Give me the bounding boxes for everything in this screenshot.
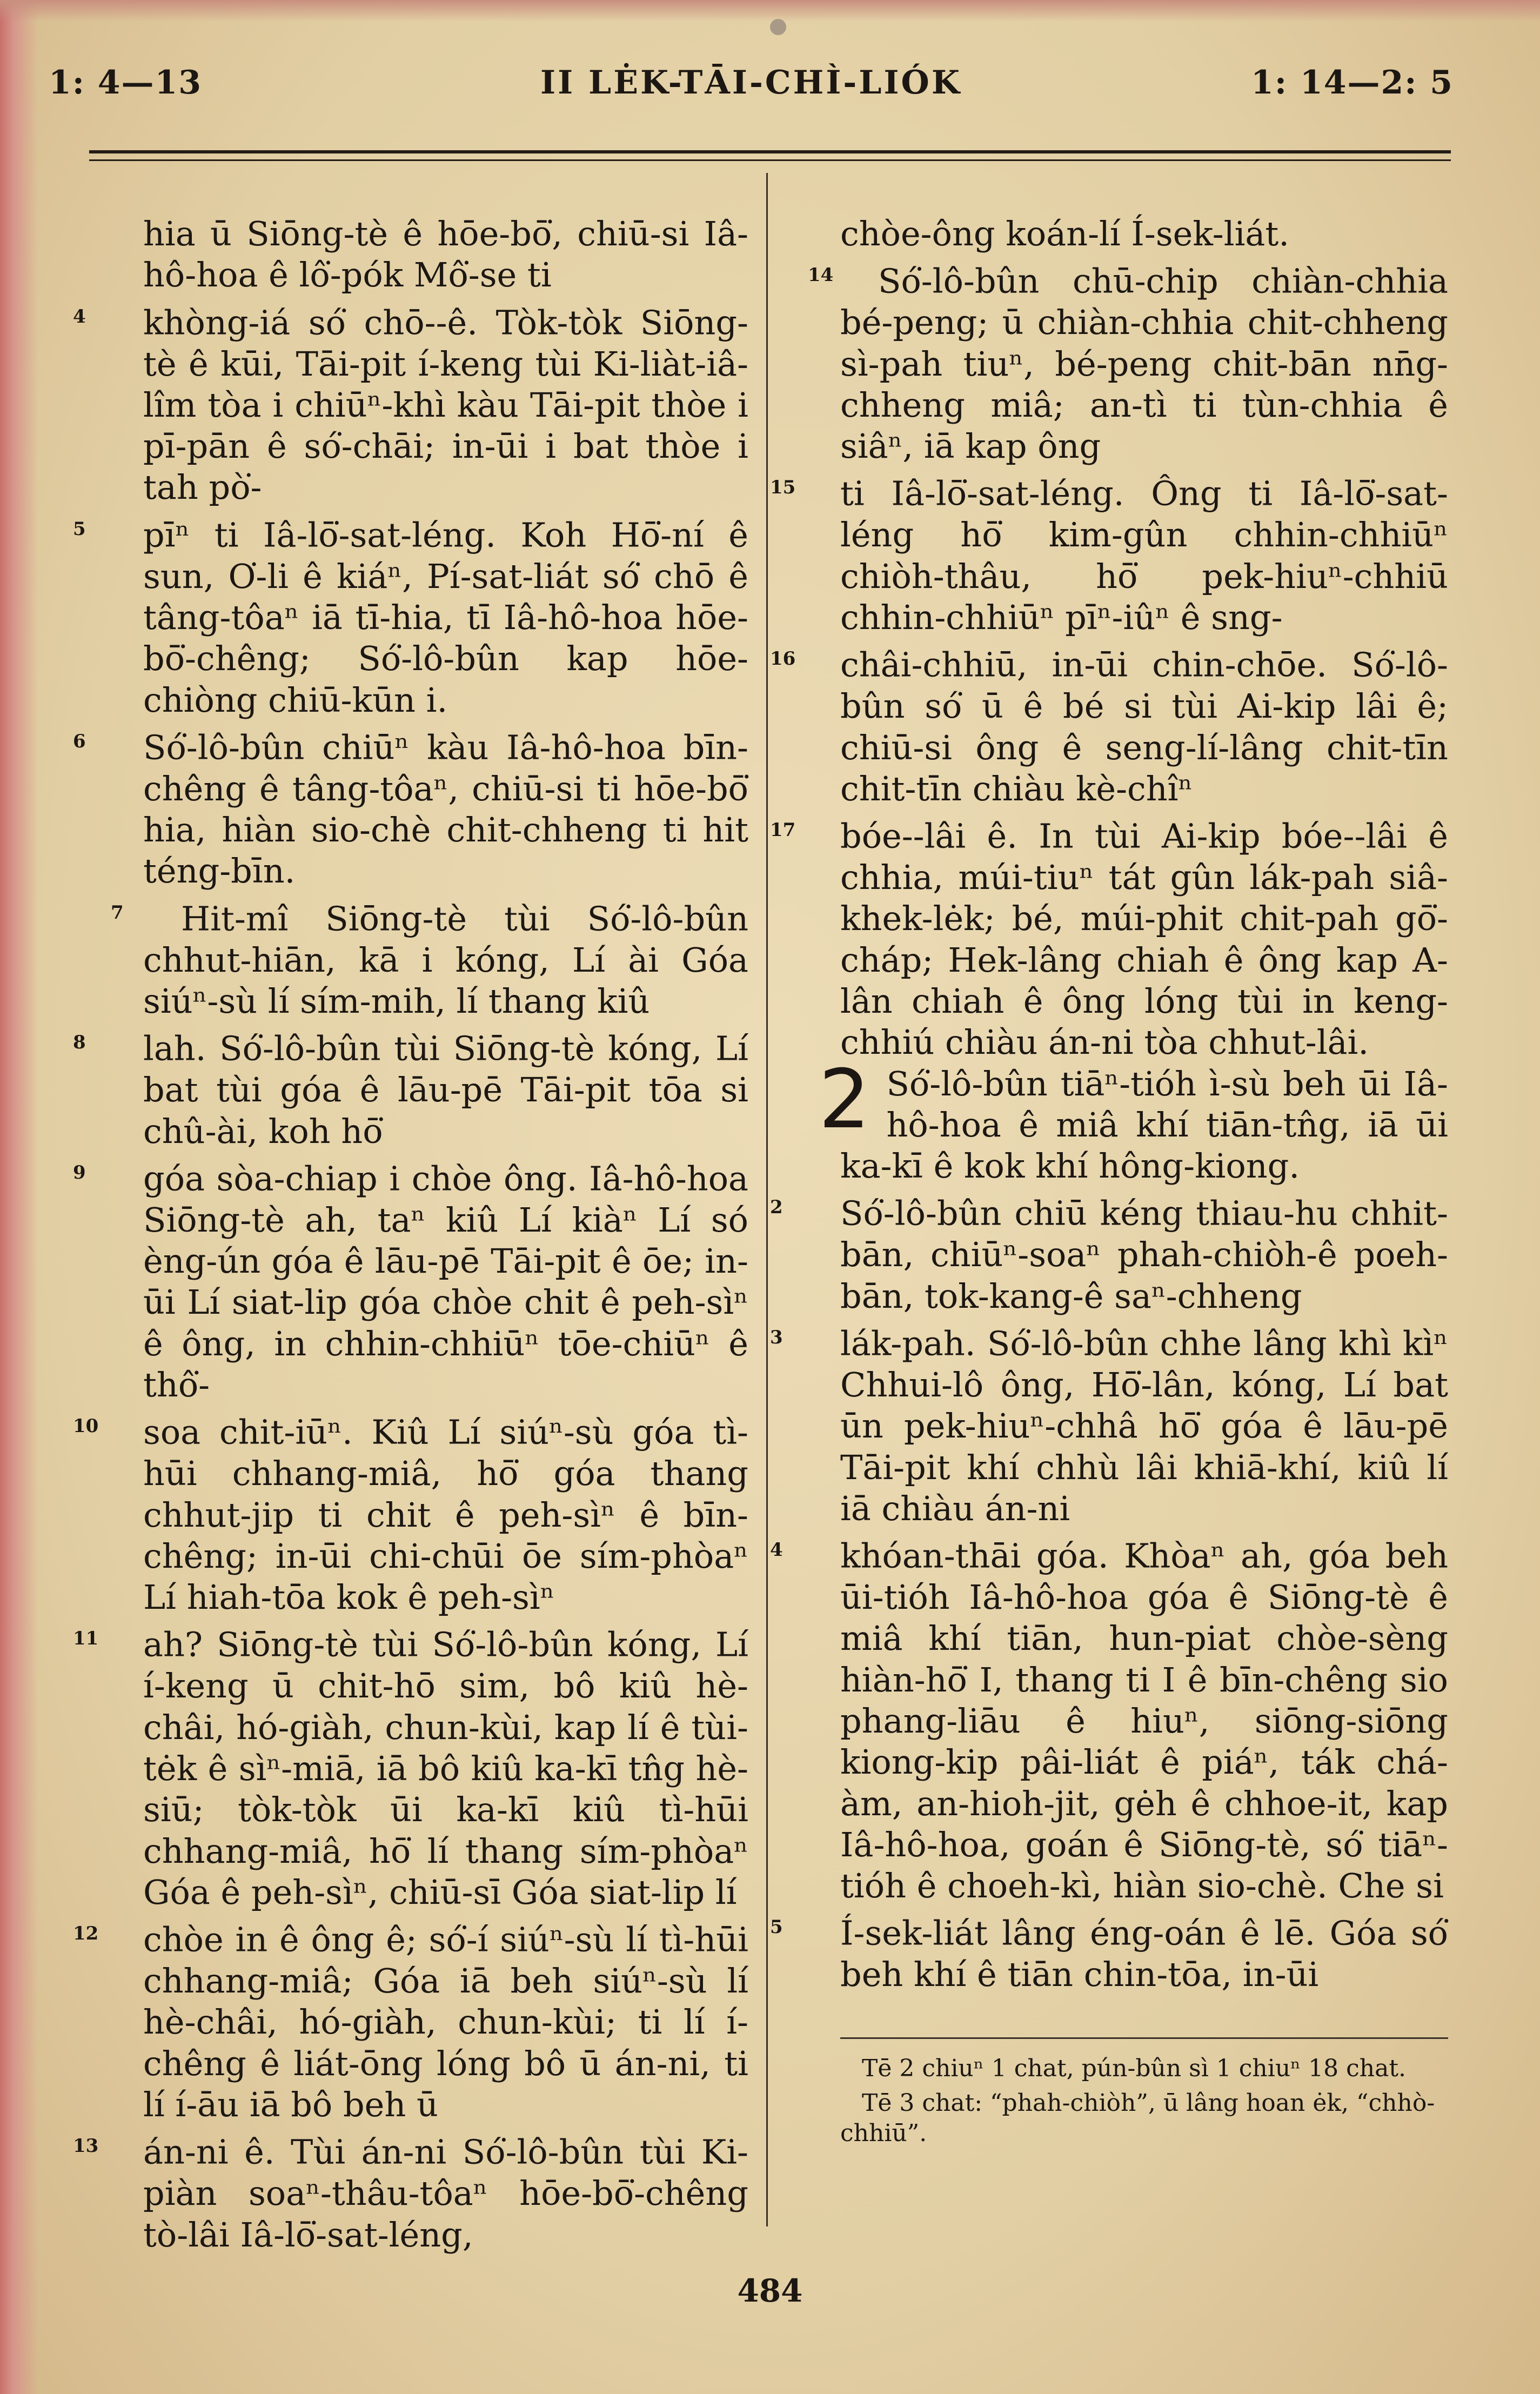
running-header: [49, 64, 1454, 118]
verse-text: 17 bóe--lâi ê. In tùi Ai-kip bóe--lâi ê chhia, múi-tiuⁿ tát gûn lák-pah siâ-khek-lėk; bé, múi-phit chit-pah gō͘-cháp; Hek-lâng chiah ê ông kap A-lân chiah ê ông lóng tùi in keng-chhiú chiàu án-ni tòa chhut-lâi.: [770, 816, 1448, 1062]
verse-body: Hit-mî Siōng-tè tùi Só͘-lô-bûn chhut-hiān, kā i kóng, Lí ài Góa siúⁿ-sù lí sím-mih, lí thang kiû: [143, 899, 748, 1021]
verse-body: Só͘-lô-bûn chiūⁿ kàu Iâ-hô-hoa bīn-chêng ê tâng-tôaⁿ, chiū-si ti hōe-bō͘ hia, hiàn sio-chè chit-chheng ti hit téng-bīn.: [143, 727, 748, 891]
verse-text: [143, 213, 748, 296]
verse-text: 14 Só͘-lô-bûn chū-chip chiàn-chhia bé-peng; ū chiàn-chhia chit-chheng sì-pah tiuⁿ, bé-peng chit-bān nn̄g-chheng miâ; an-tì ti tùn-chhia ê siâⁿ, iā kap ông: [808, 261, 1448, 466]
verse-body: soa chit-iūⁿ. Kiû Lí siúⁿ-sù góa tì-hūi chhang-miâ, hō͘ góa thang chhut-jip ti chit ê peh-sìⁿ ê bīn-chêng; in-ūi chi-chūi ōe sím-phòaⁿ Lí hiah-tōa kok ê peh-sìⁿ: [143, 1412, 748, 1617]
footnote: Tē 3 chat: “phah-chiòh”, ū lâng hoan ėk, “chhò-chhiū”.: [840, 2089, 1435, 2147]
verse-text: 5 Í-sek-liát lâng éng-oán ê lē. Góa só͘ beh khí ê tiān chin-tōa, in-ūi: [770, 1914, 1448, 1995]
verse-text: 16 châi-chhiū, in-ūi chin-chōe. Só͘-lô-bûn só͘ ū ê bé si tùi Ai-kip lâi ê; chiū-si ông ê seng-lí-lâng chit-tīn chit-tīn chiàu kè-chîⁿ: [770, 645, 1448, 808]
verse-body: khóan-thāi góa. Khòaⁿ ah, góa beh ūi-tióh Iâ-hô-hoa góa ê Siōng-tè ê miâ khí tiān, hun-piat chòe-sèng hiàn-hō͘ I, thang ti I ê bīn-chêng sio phang-liāu ê hiuⁿ, siōng-siōng kiong-kip pâi-liát ê piáⁿ, ták chá-àm, an-hioh-jit, gėh ê chhoe-it, kap Iâ-hô-hoa, goán ê Siōng-tè, só͘ tiāⁿ-tióh ê choeh-kì, hiàn sio-chè. Che si: [840, 1536, 1448, 1906]
column-divider: [766, 173, 768, 2226]
verse-text: 2 Só͘-lô-bûn chiū kéng thiau-hu chhit-bān, chiūⁿ-soaⁿ phah-chiòh-ê poeh-bān, tok-kang-ê saⁿ-chheng: [770, 1194, 1448, 1316]
verse-body: hia ū Siōng-tè ê hōe-bō͘, chiū-si Iâ-hô-hoa ê lô͘-pók Mô͘-se ti: [143, 214, 748, 295]
verse-text: 13 án-ni ê. Tùi án-ni Só͘-lô-bûn tùi Ki-piàn soaⁿ-thâu-tôaⁿ hōe-bō͘-chêng tò-lâi Iâ-lō͘-sat-léng,: [73, 2132, 748, 2255]
verse-body: Só͘-lô-bûn chiū kéng thiau-hu chhit-bān, chiūⁿ-soaⁿ phah-chiòh-ê poeh-bān, tok-kang-ê saⁿ-chheng: [840, 1194, 1448, 1316]
chapter-number: 2: [819, 1052, 871, 1147]
footnote-rule: [840, 2037, 1448, 2039]
verse-body: lák-pah. Só͘-lô-bûn chhe lâng khì kìⁿ Chhui-lô ông, Hō͘-lân, kóng, Lí bat ūn pek-hiuⁿ-chhâ hō͘ góa ê lāu-pē Tāi-pit khí chhù lâi khiā-khí, kiû lí iā chiàu án-ni: [840, 1323, 1448, 1528]
header-rule-thick: [89, 150, 1451, 153]
verse-text: 10 soa chit-iūⁿ. Kiû Lí siúⁿ-sù góa tì-hūi chhang-miâ, hō͘ góa thang chhut-jip ti chit ê peh-sìⁿ ê bīn-chêng; in-ūi chi-chūi ōe sím-phòaⁿ Lí hiah-tōa kok ê peh-sìⁿ: [73, 1412, 748, 1617]
verse-text: [840, 213, 1448, 255]
verse-body: pīⁿ ti Iâ-lō͘-sat-léng. Koh Hō͘-ní ê sun, O͘-li ê kiáⁿ, Pí-sat-liát só͘ chō ê tâng-tôaⁿ iā tī-hia, tī Iâ-hô-hoa hōe-bō͘-chêng; Só͘-lô-bûn kap hōe-chiòng chiū-kūn i.: [143, 515, 748, 720]
verse-body: án-ni ê. Tùi án-ni Só͘-lô-bûn tùi Ki-piàn soaⁿ-thâu-tôaⁿ hōe-bō͘-chêng tò-lâi Iâ-lō͘-sat-léng,: [143, 2132, 748, 2255]
verse-text: 3 lák-pah. Só͘-lô-bûn chhe lâng khì kìⁿ Chhui-lô ông, Hō͘-lân, kóng, Lí bat ūn pek-hiuⁿ-chhâ hō͘ góa ê lāu-pē Tāi-pit khí chhù lâi khiā-khí, kiû lí iā chiàu án-ni: [770, 1323, 1448, 1528]
verse-body: châi-chhiū, in-ūi chin-chōe. Só͘-lô-bûn só͘ ū ê bé si tùi Ai-kip lâi ê; chiū-si ông ê seng-lí-lâng chit-tīn chit-tīn chiàu kè-chîⁿ: [840, 645, 1448, 808]
verse-body: ti Iâ-lō͘-sat-léng. Ông ti Iâ-lō͘-sat-léng hō͘ kim-gûn chhin-chhiūⁿ chiòh-thâu, hō͘ pek-hiuⁿ-chhiū chhin-chhiūⁿ pīⁿ-iûⁿ ê sng-: [840, 474, 1448, 637]
header-right-reference: 1: 14—2: 5: [1251, 64, 1454, 102]
verse-body: Só͘-lô-bûn chū-chip chiàn-chhia bé-peng; ū chiàn-chhia chit-chheng sì-pah tiuⁿ, bé-peng chit-bān nn̄g-chheng miâ; an-tì ti tùn-chhia ê siâⁿ, iā kap ông: [840, 261, 1448, 466]
header-rule-thin: [89, 159, 1451, 161]
verse-body: Só͘-lô-bûn tiāⁿ-tióh ì-sù beh ūi Iâ-hô-hoa ê miâ khí tiān-tn̂g, iā ūi ka-kī ê kok khí hông-kiong.: [840, 1064, 1448, 1186]
verse-body: ah? Siōng-tè tùi Só͘-lô-bûn kóng, Lí í-keng ū chit-hō sim, bô kiû hè-châi, hó-giàh, chun-kùi, kap lí ê tùi-tėk ê sìⁿ-miā, iā bô kiû ka-kī tn̂g hè-siū; tòk-tòk ūi ka-kī kiû tì-hūi chhang-miâ, hō͘ lí thang sím-phòaⁿ Góa ê peh-sìⁿ, chiū-sī Góa siat-lip lí: [143, 1625, 748, 1912]
chapter-start: [819, 1052, 1448, 1187]
verse-text: 8 lah. Só͘-lô-bûn tùi Siōng-tè kóng, Lí bat tùi góa ê lāu-pē Tāi-pit tōa si chû-ài, koh hō͘: [73, 1028, 748, 1151]
verse-body: góa sòa-chiap i chòe ông. Iâ-hô-hoa Siōng-tè ah, taⁿ kiû Lí kiàⁿ Lí só èng-ún góa ê lāu-pē Tāi-pit ê ōe; in-ūi Lí siat-lip góa chòe chit ê peh-sìⁿ ê ông, in chhin-chhiūⁿ tōe-chiūⁿ ê thô͘-: [143, 1159, 748, 1405]
verse-body: chòe-ông koán-lí Í-sek-liát.: [840, 214, 1290, 253]
verse-body: lah. Só͘-lô-bûn tùi Siōng-tè kóng, Lí bat tùi góa ê lāu-pē Tāi-pit tōa si chû-ài, koh hō͘: [143, 1028, 748, 1151]
verse-text: 12 chòe in ê ông ê; só͘-í siúⁿ-sù lí tì-hūi chhang-miâ; Góa iā beh siúⁿ-sù lí hè-châi, hó-giàh, chun-kùi; ti lí í-chêng ê liát-ōng lóng bô ū án-ni, ti lí í-āu iā bô beh ū: [73, 1920, 748, 2124]
verse-text: 6 Só͘-lô-bûn chiūⁿ kàu Iâ-hô-hoa bīn-chêng ê tâng-tôaⁿ, chiū-si ti hōe-bō͘ hia, hiàn sio-chè chit-chheng ti hit téng-bīn.: [73, 727, 748, 891]
verse-text: 11 ah? Siōng-tè tùi Só͘-lô-bûn kóng, Lí í-keng ū chit-hō sim, bô kiû hè-châi, hó-giàh, chun-kùi, kap lí ê tùi-tėk ê sìⁿ-miā, iā bô kiû ka-kī tn̂g hè-siū; tòk-tòk ūi ka-kī kiû tì-hūi chhang-miâ, hō͘ lí thang sím-phòaⁿ Góa ê peh-sìⁿ, chiū-sī Góa siat-lip lí: [73, 1625, 748, 1912]
page-edge-stain: [0, 0, 38, 2394]
header-book-title: II LĖK-TĀI-CHÌ-LIÓK: [540, 64, 962, 102]
footnotes: [840, 2054, 1448, 2153]
left-column: [73, 213, 748, 2255]
binding-hole: [770, 19, 786, 35]
page-number: 484: [737, 2272, 803, 2309]
right-column: [770, 213, 1448, 2213]
verse-text: 5 pīⁿ ti Iâ-lō͘-sat-léng. Koh Hō͘-ní ê sun, O͘-li ê kiáⁿ, Pí-sat-liát só͘ chō ê tâng-tôaⁿ iā tī-hia, tī Iâ-hô-hoa hōe-bō͘-chêng; Só͘-lô-bûn kap hōe-chiòng chiū-kūn i.: [73, 515, 748, 720]
verse-text: 4 khóan-thāi góa. Khòaⁿ ah, góa beh ūi-tióh Iâ-hô-hoa góa ê Siōng-tè ê miâ khí tiān, hun-piat chòe-sèng hiàn-hō͘ I, thang ti I ê bīn-chêng sio phang-liāu ê hiuⁿ, siōng-siōng kiong-kip pâi-liát ê piáⁿ, ták chá-àm, an-hioh-jit, gėh ê chhoe-it, kap Iâ-hô-hoa, goán ê Siōng-tè, só͘ tiāⁿ-tióh ê choeh-kì, hiàn sio-chè. Che si: [770, 1536, 1448, 1906]
verse-body: Í-sek-liát lâng éng-oán ê lē. Góa só͘ beh khí ê tiān chin-tōa, in-ūi: [840, 1914, 1448, 1995]
verse-body: bóe--lâi ê. In tùi Ai-kip bóe--lâi ê chhia, múi-tiuⁿ tát gûn lák-pah siâ-khek-lėk; bé, múi-phit chit-pah gō͘-cháp; Hek-lâng chiah ê ông kap A-lân chiah ê ông lóng tùi in keng-chhiú chiàu án-ni tòa chhut-lâi.: [840, 816, 1448, 1062]
verse-body: chòe in ê ông ê; só͘-í siúⁿ-sù lí tì-hūi chhang-miâ; Góa iā beh siúⁿ-sù lí hè-châi, hó-giàh, chun-kùi; ti lí í-chêng ê liát-ōng lóng bô ū án-ni, ti lí í-āu iā bô beh ū: [143, 1920, 748, 2124]
verse-text: 15 ti Iâ-lō͘-sat-léng. Ông ti Iâ-lō͘-sat-léng hō͘ kim-gûn chhin-chhiūⁿ chiòh-thâu, hō͘ pek-hiuⁿ-chhiū chhin-chhiūⁿ pīⁿ-iûⁿ ê sng-: [770, 474, 1448, 637]
verse-text: 4 khòng-iá só͘ chō--ê. Tòk-tòk Siōng-tè ê kūi, Tāi-pit í-keng tùi Ki-liàt-iâ-lîm tòa i chiūⁿ-khì kàu Tāi-pit thòe i pī-pān ê só͘-chāi; in-ūi i bat thòe i tah pò͘-: [73, 303, 748, 507]
verse-text: 9 góa sòa-chiap i chòe ông. Iâ-hô-hoa Siōng-tè ah, taⁿ kiû Lí kiàⁿ Lí só èng-ún góa ê lāu-pē Tāi-pit ê ōe; in-ūi Lí siat-lip góa chòe chit ê peh-sìⁿ ê ông, in chhin-chhiūⁿ tōe-chiūⁿ ê thô͘-: [73, 1159, 748, 1405]
header-left-reference: 1: 4—13: [49, 64, 203, 102]
footnote: Tē 2 chiuⁿ 1 chat, pún-bûn sì 1 chiuⁿ 18 chat.: [862, 2055, 1407, 2082]
page-top-stain: [0, 0, 1540, 22]
verse-body: khòng-iá só͘ chō--ê. Tòk-tòk Siōng-tè ê kūi, Tāi-pit í-keng tùi Ki-liàt-iâ-lîm tòa i chiūⁿ-khì kàu Tāi-pit thòe i pī-pān ê só͘-chāi; in-ūi i bat thòe i tah pò͘-: [143, 303, 748, 507]
verse-text: 7 Hit-mî Siōng-tè tùi Só͘-lô-bûn chhut-hiān, kā i kóng, Lí ài Góa siúⁿ-sù lí sím-mih, lí thang kiû: [111, 899, 748, 1021]
